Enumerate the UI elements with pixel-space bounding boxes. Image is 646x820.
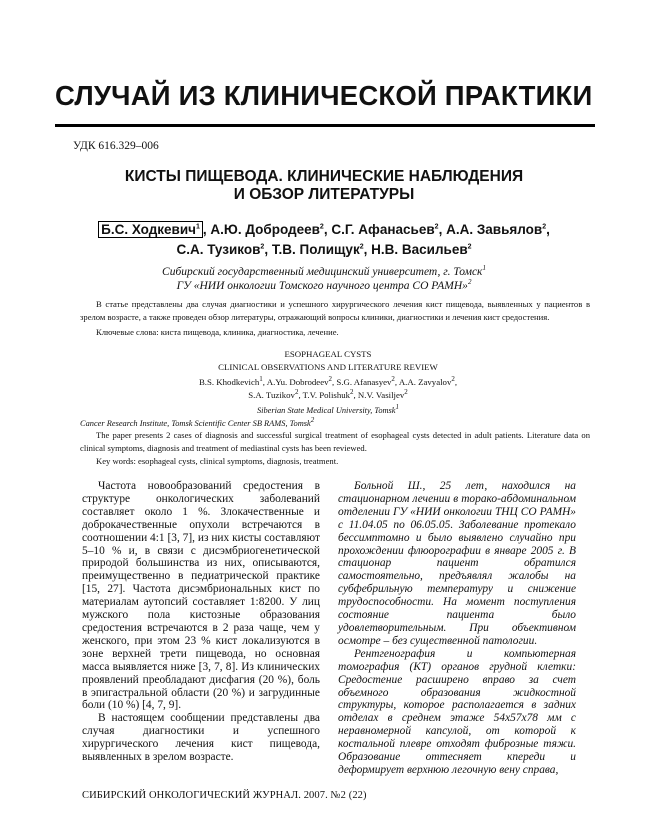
section-title: СЛУЧАЙ ИЗ КЛИНИЧЕСКОЙ ПРАКТИКИ: [55, 80, 593, 111]
author-name: С.Г. Афанасьев: [331, 222, 435, 237]
english-affiliation-2-mark: 2: [310, 416, 315, 424]
english-title-line-1: ESOPHAGEAL CYSTS: [284, 349, 372, 359]
affiliations: [70, 265, 578, 293]
english-author-mark: 2: [451, 375, 455, 384]
english-author: B.S. Khodkevich: [198, 377, 260, 387]
section-divider: [55, 124, 595, 127]
english-affiliation-1: [80, 403, 576, 415]
english-author-line-1: B.S. Khodkevich$^1$, A.Yu. Dobrodeev$^2$, S.G. Afanasyev$^2$, A.A. Zavyalov$^2$,: [198, 375, 458, 387]
body-column-right: [338, 480, 576, 777]
body-paragraph: Рентгенография и компьютерная томография (КТ) органов грудной клетки: Средостение расширено вправо за счет объемного образования жидкостной структуры, которое располагается в задних отделах в среднем этаже 54x57x78 мм с неравномерной капсулой, от которой к костальной плевре отходят фиброзные тяжи. Образование оттесняет кпереди и деформирует верхнюю легочную вену справа,: [338, 647, 576, 776]
body-paragraph: В настоящем сообщении представлены два случая диагностики и успешного хирургического лечения кист пищевода, выявленных в зрелом возрасте.: [82, 712, 320, 764]
affiliation-2-text: ГУ «НИИ онкологии Томского научного центра СО РАМН»: [176, 280, 468, 292]
english-affiliation-1-text: Siberian State Medical University, Tomsk: [256, 405, 396, 415]
english-author-mark: 2: [404, 388, 408, 397]
english-author-mark: 2: [294, 388, 299, 397]
author-line-2: С.А. Тузиков$^2$, Т.В. Полищук$^2$, Н.В. Васильев$^2$: [176, 242, 472, 257]
english-affiliation-2-text: Cancer Research Institute, Tomsk Scientific Center SB RAMS, Tomsk: [80, 418, 311, 428]
english-author-mark: 2: [328, 375, 333, 384]
author-list: [70, 220, 578, 260]
english-author-line-2: [80, 389, 576, 402]
author-affiliation-mark: 2: [359, 243, 364, 251]
author-affiliation-mark: 2: [542, 223, 547, 231]
affiliation-2: [70, 279, 578, 293]
affiliation-1-mark: 1: [482, 264, 486, 273]
english-affiliation-2: [80, 416, 314, 428]
keywords-en: Key words: esophageal cysts, clinical symptoms, diagnosis, treatment.: [96, 456, 339, 466]
journal-footer: СИБИРСКИЙ ОНКОЛОГИЧЕСКИЙ ЖУРНАЛ. 2007. №2 (22): [82, 790, 367, 801]
author-name: А.Ю. Добродеев: [210, 222, 320, 237]
affiliation-1: [70, 265, 578, 279]
author-affiliation-mark: 2: [319, 223, 324, 231]
english-author: , N.V. Vasiljev: [353, 390, 405, 400]
body-column-left: [82, 480, 320, 764]
english-author: , A.A. Zavyalov: [394, 377, 452, 387]
abstract-en: The paper presents 2 cases of diagnosis and successful surgical treatment of esophageal cysts detected in adult patients. Literature data on clinical symptoms, diagnosis and treatment of mediastinal cysts has been reviewed.: [80, 430, 590, 453]
english-author: , A.Yu. Dobrodeev: [262, 377, 329, 387]
english-author-mark: 2: [391, 375, 395, 384]
english-author-mark: 2: [350, 388, 354, 397]
author-highlight-box: [98, 221, 203, 238]
author-affiliation-mark: 2: [467, 243, 472, 251]
english-title: [80, 348, 576, 374]
article-title-line-1: КИСТЫ ПИЩЕВОДА. КЛИНИЧЕСКИЕ НАБЛЮДЕНИЯ: [124, 168, 524, 185]
abstract-ru-text: В статье представлены два случая диагностики и успешного хирургического лечения кист пищевода, выявленных у пациентов в зрелом возрасте, а также проведен обзор литературы, отражающий вопросы клиники, диагностики и лечения кист средостения.: [80, 299, 590, 322]
english-authors: [80, 376, 576, 402]
english-author: , S.G. Afanasyev: [332, 377, 392, 387]
author-name: Б.С. Ходкевич: [101, 222, 196, 237]
english-title-line-2: CLINICAL OBSERVATIONS AND LITERATURE REVIEW: [218, 362, 438, 372]
article-title-line-2: И ОБЗОР ЛИТЕРАТУРЫ: [233, 186, 415, 203]
abstract-ru: [80, 298, 590, 324]
english-author-mark: 1: [259, 375, 263, 384]
author-affiliation-mark: 2: [434, 223, 439, 231]
body-paragraph: Частота новообразований средостения в структуре онкологических заболеваний составляет около 1 %. Злокачественные и доброкачественные опухоли встречаются в соотношении 4:1 [3, 7], из них кисты составляют 5–10 % и, в связи с дисэмбриогенетической природой большинства из них, описываются, преимущественно в педиатрической практике [15, 27]. Частота дисэмбриональных кист по материалам аутопсий составляет 1:8200. У лиц мужского пола кистозные образования средостения встречаются в 2 раза чаще, чем у женского, при этом 23 % кист локализуются в зоне верхней трети пищевода, но основная масса выявляется ниже [3, 7, 8]. Из клинических проявлений преобладают дисфагия (20 %), боль в эпигастральной области (20 %) и загрудинные боли (10 %) [4, 7, 9].: [82, 480, 320, 712]
article-title: [70, 168, 578, 204]
author-name: Т.В. Полищук: [271, 242, 360, 257]
author-affiliation-mark: 1: [195, 223, 200, 231]
author-name: А.А. Завьялов: [446, 222, 543, 237]
body-paragraph: Больной Ш., 25 лет, находился на стационарном лечении в торако-абдоминальном отделении ГУ «НИИ онкологии ТНЦ СО РАМН» с 11.04.05 по 06.05.05. Заболевание протекало бессимптомно и было выявлено случайно при прохождении флюорографии в январе 2005 г. В стационар пациент обратился самостоятельно, предъявлял жалобы на субфебрильную температуру и снижение трудоспособности. На момент поступления состояние пациента было удовлетворительным. При объективном осмотре – без существенной патологии.: [338, 480, 576, 647]
author-name: С.А. Тузиков: [176, 242, 261, 257]
english-author: , T.V. Polishuk: [298, 390, 351, 400]
affiliation-1-text: Сибирский государственный медицинский университет, г. Томск: [162, 266, 483, 278]
author-affiliation-mark: 2: [260, 243, 265, 251]
author-line-1: Б.С. Ходкевич$^1$ , А.Ю. Добродеев$^2$, С.Г. Афанасьев$^2$, А.А. Завьялов$^2$,: [70, 220, 578, 240]
affiliation-2-mark: 2: [467, 278, 472, 287]
english-author: S.A. Tuzikov: [248, 390, 295, 400]
udc-code: УДК 616.329–006: [73, 140, 159, 152]
english-affiliation-1-mark: 1: [395, 403, 400, 411]
author-name: Н.В. Васильев: [371, 242, 468, 257]
keywords-ru: Ключевые слова: киста пищевода, клиника, диагностика, лечение.: [96, 327, 339, 337]
